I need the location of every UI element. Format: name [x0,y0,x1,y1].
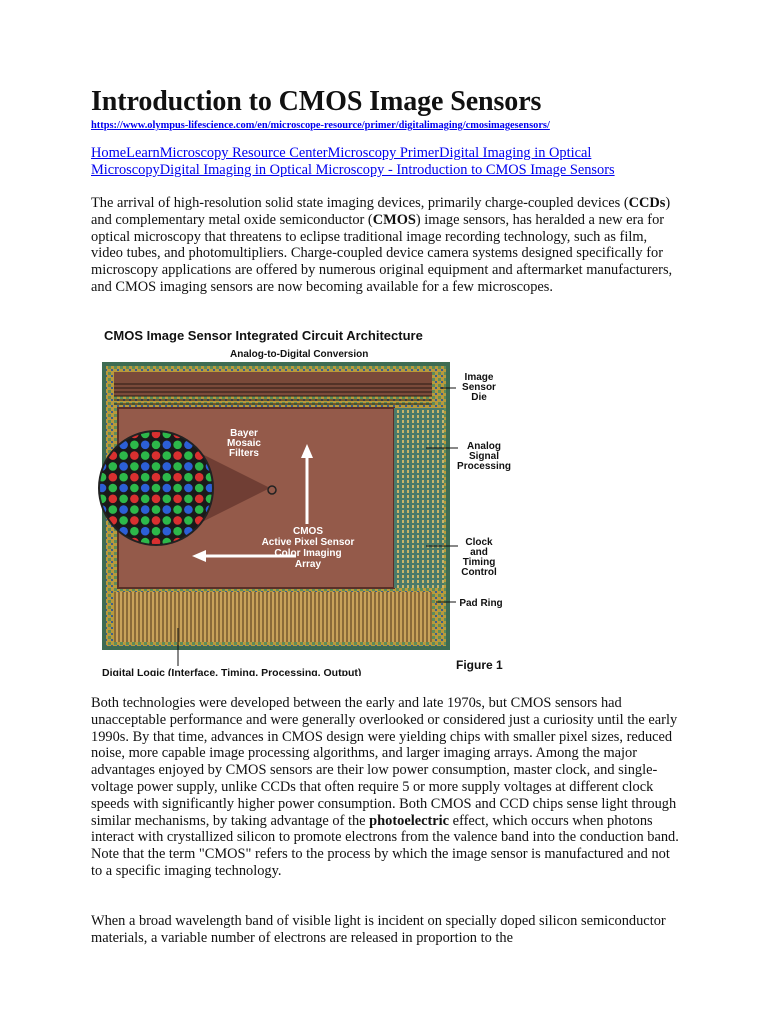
bayer-pixel [130,462,139,471]
breadcrumb-primer[interactable]: Microscopy Primer [327,145,440,161]
bayer-pixel [152,473,161,482]
bayer-pixel [184,473,193,482]
bayer-pixel [184,451,193,460]
bayer-pixel [141,462,150,471]
bayer-pixel [173,462,182,471]
bayer-pixel [184,505,193,514]
svg-text:and: and [470,547,488,558]
bayer-pixel [173,484,182,493]
bayer-pixel [109,462,118,471]
bayer-pixel [163,495,172,504]
bayer-pixel [163,441,172,450]
analog-circuitry [394,408,444,588]
svg-text:Bayer: Bayer [230,428,258,439]
bayer-pixel [173,527,182,536]
svg-text:Image: Image [464,372,494,383]
bayer-pixel [119,473,128,482]
bayer-pixel [141,516,150,525]
digital-logic-label: Digital Logic (Interface, Timing, Processing, Output) [102,667,362,676]
bayer-pixel [130,473,139,482]
bayer-pixel [141,441,150,450]
paragraph-intro: The arrival of high-resolution solid state imaging devices, primarily charge-coupled devices (CCDs) and complementary metal oxide semiconductor (CMOS) image sensors, has heralded a new era for optical microscopy that threatens to eclipse traditional image recording technology, such as film, video tubes, and photomultipliers. Charge-coupled device camera systems designed specifically for microscopy applications are offered by numerous original equipment and aftermarket manufacturers, and CMOS imaging sensors are now becoming available for a few microscopes. [91,195,673,295]
bayer-pixel [119,495,128,504]
bayer-pixel [173,451,182,460]
svg-text:Analog: Analog [467,441,501,452]
bayer-pixel [184,495,193,504]
bayer-pixel [130,505,139,514]
bayer-pixel [184,484,193,493]
bayer-pixel [130,516,139,525]
cmos-sensor-figure [96,324,526,676]
bayer-pixel [195,462,204,471]
label-adc: Analog-to-Digital Conversion [230,349,369,360]
svg-text:Sensor: Sensor [462,382,496,393]
bayer-pixel [195,484,204,493]
breadcrumb-learn[interactable]: Learn [126,145,160,161]
bayer-pixel [195,495,204,504]
breadcrumb-home[interactable]: Home [91,145,127,161]
svg-text:Die: Die [471,392,487,403]
bayer-pixel [119,462,128,471]
bayer-pixel [184,516,193,525]
svg-text:Processing: Processing [457,461,511,472]
bayer-pixel [173,505,182,514]
svg-text:CMOS: CMOS [293,526,323,537]
svg-text:Array: Array [294,559,322,570]
bayer-pixel [184,462,193,471]
bayer-pixel [163,473,172,482]
svg-text:Filters: Filters [228,448,260,459]
source-link[interactable]: https://www.olympus-lifescience.com/en/microscope-resource/primer/digitalimaging/cmosimagesensors/ [91,120,550,131]
bayer-pixel [173,473,182,482]
bayer-label [227,428,261,459]
digital-logic-block [114,592,432,642]
bayer-pixel [141,527,150,536]
bayer-pixel [130,495,139,504]
svg-text:Signal: Signal [468,451,500,462]
breadcrumb-resource-center[interactable]: Microscopy Resource Center [159,145,328,161]
bayer-pixel [119,516,128,525]
bayer-pixel [152,451,161,460]
bayer-pixel [141,451,150,460]
bayer-pixel [109,495,118,504]
bayer-pixel [130,484,139,493]
bayer-pixel [152,462,161,471]
bayer-pixel [163,451,172,460]
analog-label [457,441,511,472]
bayer-pixel [152,505,161,514]
svg-text:Timing: Timing [462,557,496,568]
pad-ring-label: Pad Ring [459,598,503,609]
bayer-pixel [119,451,128,460]
bayer-pixel [130,527,139,536]
bayer-pixel [163,462,172,471]
clock-label [461,537,497,578]
svg-text:Clock: Clock [465,537,493,548]
figure-number: Figure 1 [456,658,503,672]
bayer-pixel [152,441,161,450]
breadcrumb [91,145,666,179]
paragraph-wavelength: When a broad wavelength band of visible light is incident on specially doped silicon semiconductor materials, a variable number of electrons are released in proportion to the [91,913,666,946]
bayer-pixel [152,516,161,525]
paragraph-history: Both technologies were developed between the early and late 1970s, but CMOS sensors had unacceptable performance and were generally overlooked or considered just a curiosity until the early 1990s. By that time, advances in CMOS design were yielding chips with smaller pixel sizes, reduced noise, more capable image processing algorithms, and larger imaging arrays. Among the major advantages enjoyed by CMOS sensors are their low power consumption, master clock, and single-voltage power supply, unlike CCDs that often require 5 or more supply voltages at different clock speeds with significantly higher power consumption. Both CMOS and CCD chips sense light through similar mechanisms, by taking advantage of the photoelectric effect, which occurs when photons interact with crystallized silicon to promote electrons from the valence band into the conduction band. Note that the term "CMOS" refers to the process by which the image sensor is manufactured and not to a specific imaging technology. [91,695,679,879]
bayer-pixel [163,527,172,536]
bayer-pixel [119,505,128,514]
bayer-pixel [195,505,204,514]
bayer-pixel [152,527,161,536]
bayer-pixel [109,505,118,514]
bayer-pixel [109,473,118,482]
bayer-pixel [141,495,150,504]
svg-text:Mosaic: Mosaic [227,438,261,449]
bayer-pixel [141,484,150,493]
bayer-pixel [173,516,182,525]
bayer-pixel [119,484,128,493]
bayer-pixel [163,516,172,525]
bayer-pixel [141,505,150,514]
die-label [462,372,496,403]
bayer-pixel [152,484,161,493]
bayer-pixel [109,484,118,493]
chip-diagram [96,324,526,676]
bayer-pixel [163,484,172,493]
bayer-pixel [130,441,139,450]
figure-title: CMOS Image Sensor Integrated Circuit Architecture [104,328,423,343]
page-title: Introduction to CMOS Image Sensors [91,86,542,117]
svg-text:Color Imaging: Color Imaging [274,548,342,559]
bayer-pixel [173,495,182,504]
bayer-pixel [195,473,204,482]
breadcrumb-digital-imaging[interactable]: Digital Imaging in Optical Microscopy [91,145,592,178]
svg-text:Control: Control [461,567,497,578]
bayer-pixel [130,451,139,460]
svg-text:Active Pixel Sensor: Active Pixel Sensor [261,537,355,548]
bayer-pixel [173,441,182,450]
bayer-pixel [163,505,172,514]
breadcrumb-current[interactable]: Digital Imaging in Optical Microscopy - Introduction to CMOS Image Sensors [159,162,615,178]
bayer-pixel [141,473,150,482]
bayer-pixel [152,495,161,504]
